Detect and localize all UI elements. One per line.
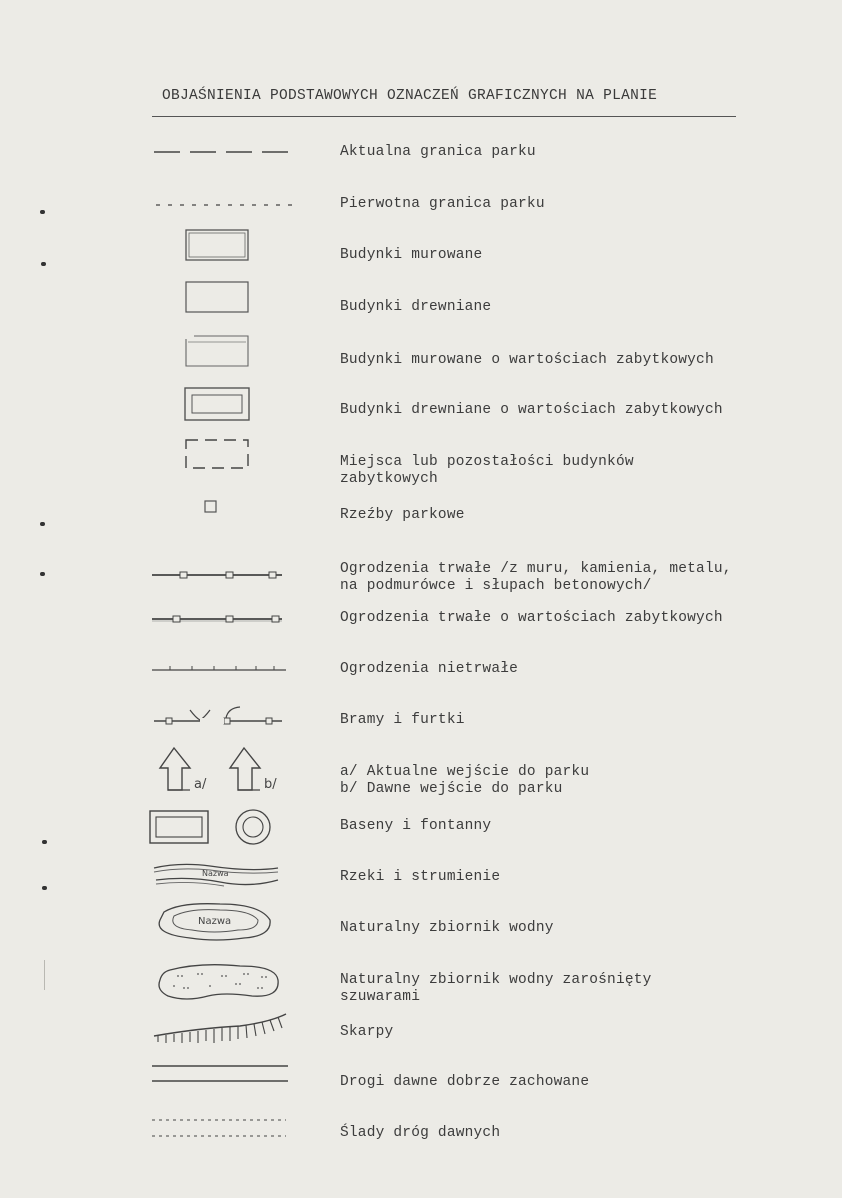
legend-label: Budynki drewniane o wartościach zabytkowych — [340, 402, 723, 418]
legend-row — [0, 900, 842, 948]
arrow-label-b: b/ — [264, 777, 277, 792]
river-icon — [140, 858, 300, 894]
open-rectangle-icon — [140, 334, 300, 374]
legend-row — [0, 386, 842, 426]
legend-label: Skarpy — [340, 1024, 394, 1040]
legend-label: Budynki drewniane — [340, 299, 492, 315]
fence-posts-icon — [140, 558, 300, 598]
legend-row — [0, 1010, 842, 1054]
double-rectangle-icon — [140, 228, 300, 268]
dashed-rectangle-icon — [140, 436, 300, 486]
legend-label: Drogi dawne dobrze zachowane — [340, 1074, 590, 1090]
legend-label: Rzeźby parkowe — [340, 507, 465, 523]
double-line-icon — [140, 1062, 300, 1092]
legend-row — [0, 610, 842, 634]
legend-row — [0, 702, 842, 736]
legend-label: Naturalny zbiornik wodny zarośnięty szuwarami — [340, 972, 652, 1005]
legend-label: Rzeki i strumienie — [340, 869, 501, 885]
reed-pond-icon — [140, 962, 300, 1012]
legend-label: Budynki murowane — [340, 247, 483, 263]
title-underline — [152, 116, 736, 117]
arrow-label-a: a/ — [194, 777, 207, 792]
legend-label: Ślady dróg dawnych — [340, 1125, 501, 1141]
gate-icon — [140, 702, 300, 736]
legend-row — [0, 498, 842, 524]
legend-row — [0, 962, 842, 1012]
pool-fountain-icon — [140, 808, 300, 848]
legend-label: Ogrodzenia trwałe /z muru, kamienia, metalu, na podmurówce i słupach betonowych/ — [340, 561, 732, 594]
legend-label: Bramy i furtki — [340, 712, 465, 728]
legend-row — [0, 744, 842, 800]
small-square-icon — [140, 498, 300, 524]
legend-label: Aktualna granica parku — [340, 144, 536, 160]
legend-row — [0, 1114, 842, 1144]
dotted-line-icon — [140, 196, 300, 218]
page-title: OBJAŚNIENIA PODSTAWOWYCH OZNACZEŃ GRAFICZNYCH NA PLANIE — [162, 88, 658, 104]
legend-label: Pierwotna granica parku — [340, 196, 545, 212]
legend-row — [0, 334, 842, 374]
legend-row — [0, 144, 842, 166]
nested-rectangle-icon — [140, 386, 300, 426]
pond-icon — [140, 900, 300, 948]
legend-row — [0, 558, 842, 598]
rectangle-icon — [140, 280, 300, 320]
legend-row — [0, 280, 842, 320]
dashed-line-icon — [140, 144, 300, 166]
double-dotted-line-icon — [140, 1114, 300, 1144]
river-name-label: Nazwa — [202, 869, 229, 878]
legend-row — [0, 228, 842, 268]
legend-row — [0, 196, 842, 218]
legend-label: Ogrodzenia nietrwałe — [340, 661, 519, 677]
escarpment-icon — [140, 1010, 300, 1054]
legend-row — [0, 436, 842, 486]
legend-row — [0, 858, 842, 894]
legend-label: Ogrodzenia trwałe o wartościach zabytkowych — [340, 610, 723, 626]
legend-label: Miejsca lub pozostałości budynków zabytkowych — [340, 454, 634, 487]
ticked-line-icon — [140, 660, 300, 684]
legend-row — [0, 1062, 842, 1092]
legend-label: a/ Aktualne wejście do parku b/ Dawne wejście do parku — [340, 764, 590, 797]
legend-label: Naturalny zbiornik wodny — [340, 920, 554, 936]
legend-label: Baseny i fontanny — [340, 818, 492, 834]
entrance-arrows-icon — [140, 744, 300, 800]
fence-posts-heritage-icon — [140, 610, 300, 634]
pond-name-label: Nazwa — [198, 916, 232, 927]
legend-row — [0, 660, 842, 684]
legend-row — [0, 808, 842, 848]
legend-label: Budynki murowane o wartościach zabytkowych — [340, 352, 714, 368]
